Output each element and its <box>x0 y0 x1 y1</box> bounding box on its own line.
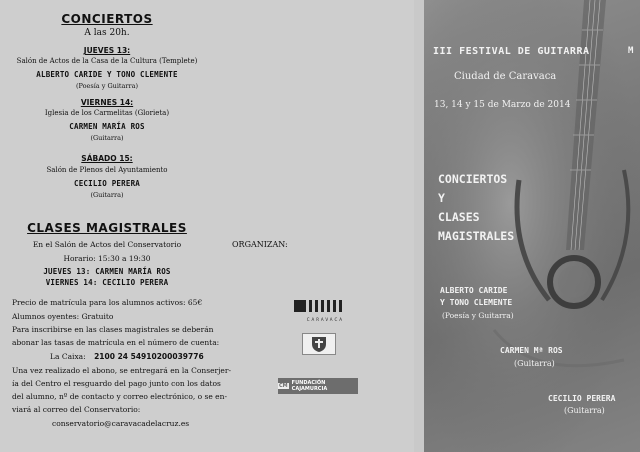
caravaca-logo-text: CARAVACA <box>306 317 344 322</box>
shield-icon <box>309 335 329 353</box>
cover-edge-mark: M <box>628 46 634 56</box>
bank-account: 2100 24 54910200039776 <box>94 352 204 361</box>
cover-artist-name: CECILIO PERERA <box>548 394 616 403</box>
conservatorio-email[interactable]: conservatorio@caravacadelacruz.es <box>52 419 190 428</box>
after-text: Una vez realizado el abono, se entregará en la Conserjer- <box>12 366 231 375</box>
bank-line <box>50 352 204 361</box>
fundacion-logo <box>278 378 358 394</box>
guitar-artwork <box>424 0 640 452</box>
cover-artist-role: (Guitarra) <box>564 406 605 415</box>
cover-headline: CLASES <box>438 210 480 224</box>
event-venue: Salón de Actos de la Casa de la Cultura (Templete) <box>16 57 198 65</box>
event-instrument: (Guitarra) <box>90 134 124 142</box>
festival-title: III FESTIVAL DE GUITARRA <box>433 46 590 57</box>
cover-headline: Y <box>438 191 445 205</box>
clases-schedule: Horario: 15:30 a 19:30 <box>63 254 151 263</box>
organizan-label: ORGANIZAN: <box>232 240 288 249</box>
after-text: viará al correo del Conservatorio: <box>12 405 141 414</box>
cover-artist-role: (Poesía y Guitarra) <box>442 311 514 320</box>
clases-title: CLASES MAGISTRALES <box>27 221 187 235</box>
cover-headline: CONCIERTOS <box>438 172 508 186</box>
cover-artist-role: (Guitarra) <box>514 359 555 368</box>
price-active: Precio de matrícula para los alumnos activos: 65€ <box>12 298 203 307</box>
bank-label: La Caixa: <box>50 352 86 361</box>
concert-time: A las 20h. <box>84 28 130 38</box>
event-venue: Iglesia de los Carmelitas (Glorieta) <box>44 109 170 117</box>
cover-headline: MAGISTRALES <box>438 229 515 243</box>
event-artist: ALBERTO CARIDE Y TONO CLEMENTE <box>36 70 178 79</box>
event-venue: Salón de Plenos del Ayuntamiento <box>46 166 168 174</box>
cover-artist-name: CARMEN Mª ROS <box>500 346 563 355</box>
enroll-text: Para inscribirse en las clases magistrales se deberán <box>12 325 214 334</box>
event-date: SÁBADO 15: <box>81 154 133 163</box>
event-instrument: (Guitarra) <box>90 191 124 199</box>
caravaca-logo <box>294 297 344 322</box>
after-text: del alumno, nº de contacto y correo electrónico, o se en- <box>12 392 227 401</box>
festival-city: Ciudad de Caravaca <box>454 71 557 82</box>
caravaca-bars-icon <box>294 300 344 312</box>
clases-venue: En el Salón de Actos del Conservatorio <box>32 240 182 249</box>
event-date: VIERNES 14: <box>80 98 134 107</box>
price-listeners: Alumnos oyentes: Gratuito <box>12 312 114 321</box>
festival-dates: 13, 14 y 15 de Marzo de 2014 <box>434 100 571 110</box>
enroll-text: abonar las tasas de matrícula en el número de cuenta: <box>12 338 220 347</box>
event-artist: CECILIO PERERA <box>73 179 140 188</box>
brochure-cover <box>424 0 640 452</box>
cover-artist-name: ALBERTO CARIDE <box>440 286 508 295</box>
fundacion-logo-text: FUNDACIÓN CAJAMURCIA <box>291 380 328 392</box>
event-date: JUEVES 13: <box>83 46 131 55</box>
after-text: ía del Centro el resguardo del pago junto con los datos <box>12 379 221 388</box>
town-shield-logo <box>302 333 336 355</box>
conciertos-title: CONCIERTOS <box>61 12 153 26</box>
cm-mark-icon: CM <box>279 383 288 389</box>
event-artist: CARMEN MARÍA ROS <box>69 122 145 131</box>
clases-session: JUEVES 13: CARMEN MARÍA ROS <box>43 267 171 276</box>
event-instrument: (Poesía y Guitarra) <box>75 82 139 90</box>
clases-session: VIERNES 14: CECILIO PERERA <box>45 278 169 287</box>
cover-artist-name: Y TONO CLEMENTE <box>440 298 513 307</box>
